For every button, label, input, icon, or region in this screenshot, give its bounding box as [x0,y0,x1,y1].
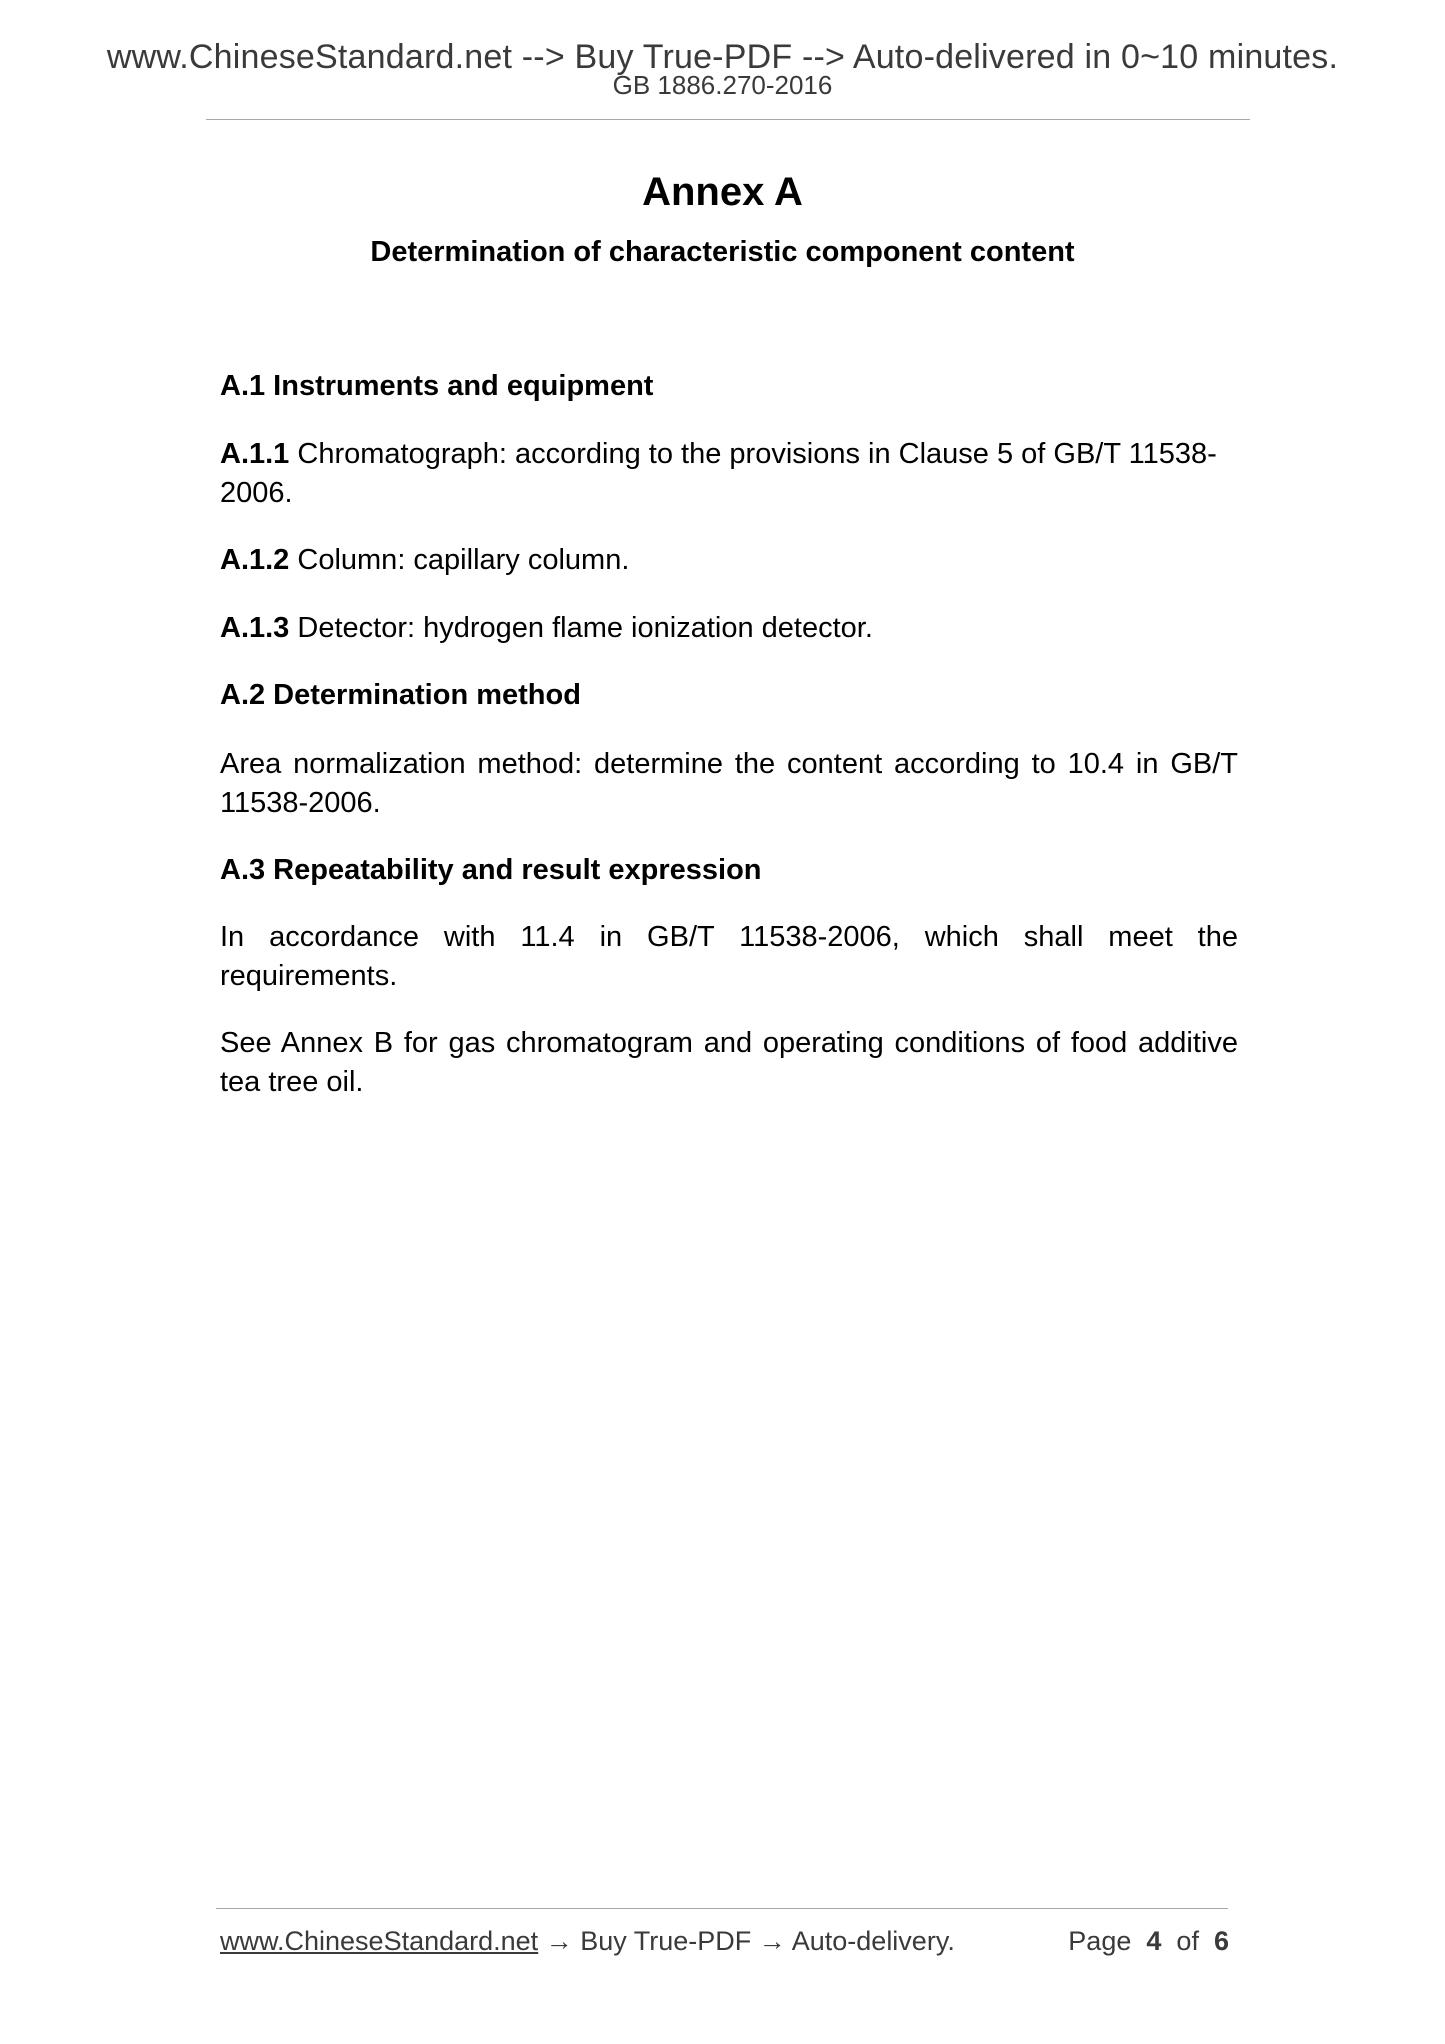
page-total: 6 [1213,1926,1229,1956]
clause-a1-3-number: A.1.3 [220,612,290,644]
section-a2-heading: A.2 Determination method [220,679,581,711]
section-a2-text: Area normalization method: determine the content according to 10.4 in GB/T 11538-2006. [220,748,1238,819]
clause-a1-2-number: A.1.2 [220,544,290,576]
annex-title: Annex A [642,170,803,214]
clause-a1-2 [220,541,1238,580]
standard-code: GB 1886.270-2016 [612,70,833,100]
of-label: of [1176,1926,1199,1956]
clause-a1-3 [220,609,1238,648]
section-a3-paragraph-2: See Annex B for gas chromatogram and operating conditions of food additive tea tree oil. [220,1027,1238,1098]
footer-promo [220,1926,955,1957]
header-divider [206,119,1250,120]
footer-promo-text: → Buy True-PDF → Auto-delivery. [538,1926,955,1956]
clause-a1-3-text: Detector: hydrogen flame ionization detector. [289,612,873,644]
footer-divider [216,1908,1228,1909]
section-a1-heading: A.1 Instruments and equipment [220,370,654,402]
footer-site-link[interactable]: www.ChineseStandard.net [220,1926,539,1956]
site-banner: www.ChineseStandard.net --> Buy True-PDF --> Auto-delivered in 0~10 minutes. [106,38,1339,76]
section-a3-paragraph-1: In accordance with 11.4 in GB/T 11538-2006, which shall meet the requirements. [220,921,1238,992]
page-current: 4 [1146,1926,1162,1956]
page-label: Page [1068,1926,1132,1956]
clause-a1-1-text: Chromatograph: according to the provisions in Clause 5 of GB/T 11538-2006. [220,438,1217,509]
clause-a1-1-number: A.1.1 [220,438,290,470]
annex-subtitle: Determination of characteristic component content [370,236,1075,268]
clause-a1-1 [220,435,1238,513]
section-a3-heading: A.3 Repeatability and result expression [220,854,762,886]
page-indicator [1068,1926,1229,1957]
clause-a1-2-text: Column: capillary column. [289,544,630,576]
